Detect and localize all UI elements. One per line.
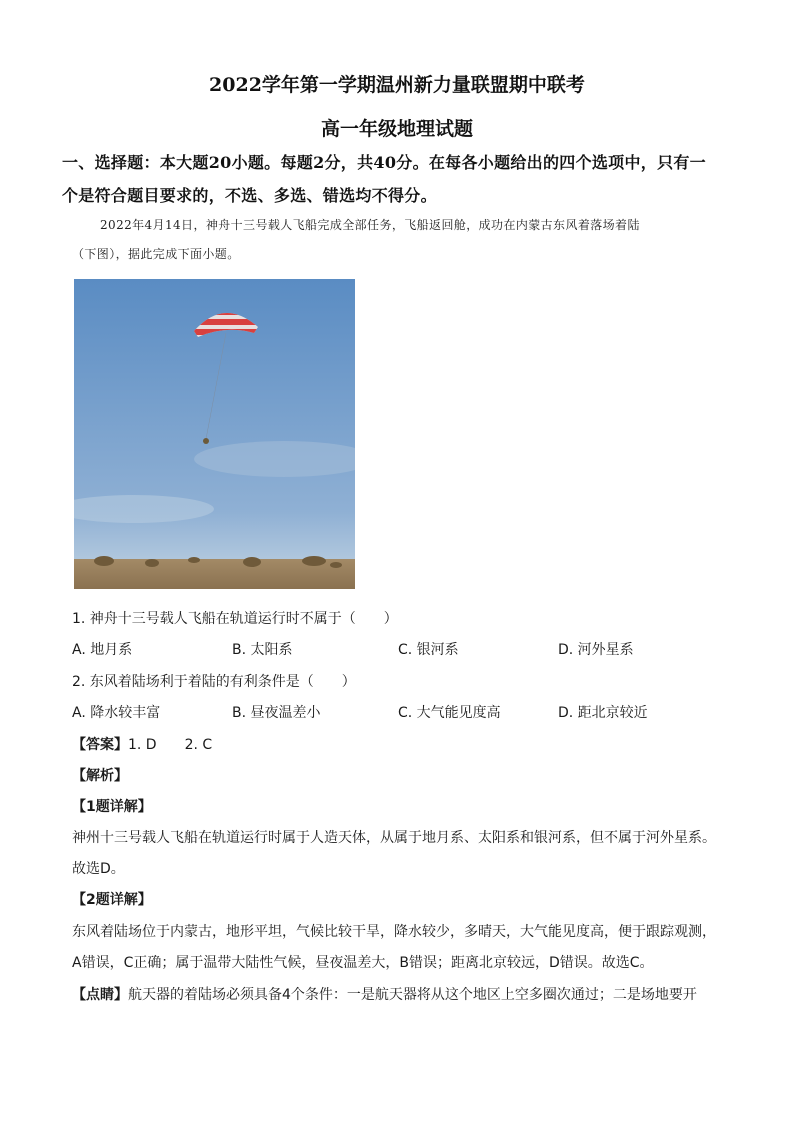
q1-option-d: D. 河外星系 bbox=[558, 642, 634, 658]
note-tag: 【点睛】 bbox=[72, 987, 128, 1003]
q2-option-a: A. 降水较丰富 bbox=[72, 705, 161, 721]
q2-option-d: D. 距北京较近 bbox=[558, 705, 648, 721]
capsule-landing-photo bbox=[74, 279, 355, 589]
analysis-tag: 【解析】 bbox=[72, 768, 128, 784]
exam-subtitle: 高一年级地理试题 bbox=[320, 118, 473, 140]
detail-1-line2: 故选D。 bbox=[72, 861, 125, 877]
q2-option-c: C. 大气能见度高 bbox=[398, 705, 501, 721]
detail-1-tag: 【1题详解】 bbox=[72, 799, 152, 815]
q1-option-c: C. 银河系 bbox=[398, 642, 459, 658]
question-2-stem: 2. 东风着陆场利于着陆的有利条件是（ ） bbox=[72, 674, 356, 690]
section-heading-line1: 一、选择题：本大题20小题。每题2分，共40分。在每各小题给出的四个选项中，只有一 bbox=[62, 153, 706, 172]
detail-2-line1: 东风着陆场位于内蒙古，地形平坦，气候比较干旱，降水较少，多晴天，大气能见度高，便于跟踪观测， bbox=[72, 924, 716, 940]
intro-line2: （下图），据此完成下面小题。 bbox=[72, 247, 240, 261]
section-heading-line2: 个是符合题目要求的，不选、多选、错选均不得分。 bbox=[62, 186, 437, 205]
detail-1-line1: 神州十三号载人飞船在轨道运行时属于人造天体，从属于地月系、太阳系和银河系，但不属于河外星系。 bbox=[72, 830, 716, 846]
note-line bbox=[72, 984, 697, 1004]
return-capsule bbox=[203, 438, 209, 444]
detail-2-line2: A错误，C正确；属于温带大陆性气候，昼夜温差大，B错误；距离北京较远，D错误。故选C。 bbox=[72, 955, 654, 971]
q1-option-b: B. 太阳系 bbox=[232, 642, 293, 658]
question-1-stem: 1. 神舟十三号载人飞船在轨道运行时不属于（ ） bbox=[72, 611, 398, 627]
note-text: 航天器的着陆场必须具备4个条件：一是航天器将从这个地区上空多圈次通过；二是场地要开 bbox=[128, 987, 697, 1003]
exam-title: 2022学年第一学期温州新力量联盟期中联考 bbox=[209, 74, 585, 96]
detail-2-tag: 【2题详解】 bbox=[72, 892, 152, 908]
q1-option-a: A. 地月系 bbox=[72, 642, 133, 658]
answer-line bbox=[72, 734, 212, 754]
intro-line1: 2022年4月14日，神舟十三号载人飞船完成全部任务，飞船返回舱，成功在内蒙古东风着落场着陆 bbox=[100, 218, 640, 232]
answer-tag: 【答案】 bbox=[72, 737, 128, 753]
answer-text: 1. D 2. C bbox=[128, 737, 213, 753]
q2-option-b: B. 昼夜温差小 bbox=[232, 705, 321, 721]
